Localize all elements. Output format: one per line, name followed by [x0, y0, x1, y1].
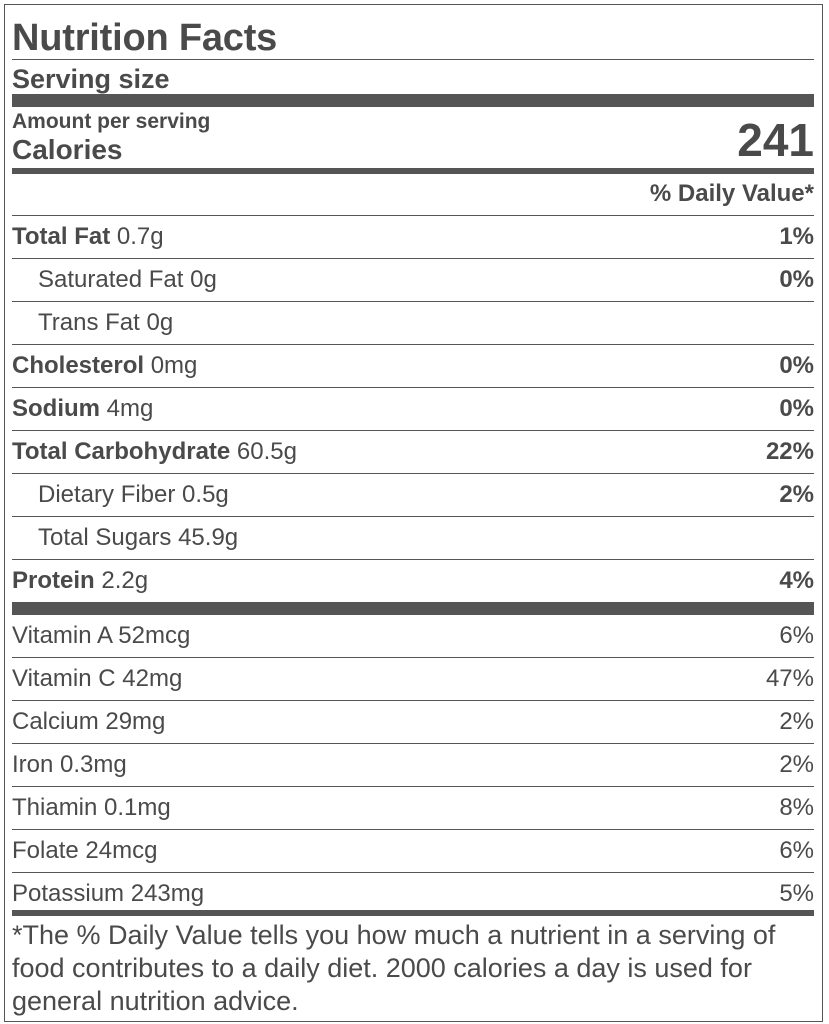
- vitamin-name: Iron: [12, 751, 54, 778]
- calories-value: 241: [737, 114, 814, 166]
- thick-divider: [12, 94, 814, 107]
- vitamin-row-iron: [12, 744, 814, 786]
- vitamin-amount: 24mcg: [85, 837, 158, 864]
- nutrient-dv: 1%: [779, 223, 814, 250]
- nutrient-name: Dietary Fiber: [38, 481, 176, 508]
- nutrient-row-total-carbohydrate: [12, 431, 814, 473]
- vitamin-dv: 5%: [779, 880, 814, 907]
- nutrient-row-cholesterol: [12, 345, 814, 387]
- thick-divider: [12, 602, 814, 615]
- nutrient-amount: 0mg: [150, 352, 198, 379]
- footnote: *The % Daily Value tells you how much a nutrient in a serving of food contributes to a daily diet. 2000 calories a day is used for general nutrition advice.: [12, 920, 776, 1016]
- vitamin-amount: 52mcg: [118, 622, 191, 649]
- vitamin-row-thiamin: [12, 787, 814, 829]
- medium-divider: [12, 168, 814, 174]
- label-title: Nutrition Facts: [12, 17, 278, 59]
- vitamin-dv: 47%: [765, 665, 814, 692]
- vitamin-name: Folate: [12, 837, 79, 864]
- vitamin-name: Potassium: [12, 880, 125, 907]
- nutrient-amount: 0.7g: [116, 223, 164, 250]
- vitamin-dv: 6%: [779, 837, 814, 864]
- nutrient-amount: 4mg: [106, 395, 154, 422]
- nutrient-name: Sodium: [12, 395, 100, 422]
- nutrient-row-protein: [12, 560, 814, 602]
- serving-size: Serving size: [12, 64, 170, 94]
- calories-label: Calories: [12, 134, 123, 165]
- nutrient-name: Trans Fat: [38, 309, 140, 336]
- nutrient-row-trans-fat: [12, 302, 814, 344]
- nutrient-amount: 0g: [146, 309, 174, 336]
- vitamin-name: Vitamin C: [12, 665, 116, 692]
- nutrient-name: Total Carbohydrate: [12, 438, 231, 465]
- nutrient-dv: 4%: [779, 567, 814, 594]
- vitamin-amount: 0.1mg: [104, 794, 171, 821]
- vitamin-name: Calcium: [12, 708, 99, 735]
- nutrient-dv: 0%: [779, 266, 814, 293]
- vitamin-dv: 8%: [779, 794, 814, 821]
- nutrient-name: Total Sugars: [38, 524, 172, 551]
- daily-value-header: % Daily Value*: [649, 180, 814, 207]
- vitamin-row-potassium: [12, 873, 814, 915]
- vitamin-amount: 0.3mg: [60, 751, 127, 778]
- vitamin-name: Vitamin A: [12, 622, 112, 649]
- nutrient-dv: 0%: [779, 395, 814, 422]
- vitamin-dv: 6%: [779, 622, 814, 649]
- nutrient-name: Cholesterol: [12, 352, 145, 379]
- vitamin-amount: 243mg: [130, 880, 205, 907]
- medium-divider: [12, 910, 814, 916]
- nutrient-dv: 0%: [779, 352, 814, 379]
- nutrient-amount: 0.5g: [182, 481, 229, 508]
- nutrient-dv: 22%: [765, 438, 814, 465]
- vitamin-row-folate: [12, 830, 814, 872]
- nutrient-name: Saturated Fat: [38, 266, 184, 293]
- nutrient-amount: 45.9g: [178, 524, 239, 551]
- amount-per-serving: Amount per serving: [12, 110, 211, 133]
- nutrition-label: [4, 4, 823, 1022]
- vitamin-dv: 2%: [779, 751, 814, 778]
- nutrient-row-total-sugars: [12, 517, 814, 559]
- nutrient-row-saturated-fat: [12, 259, 814, 301]
- nutrient-row-sodium: [12, 388, 814, 430]
- vitamin-amount: 29mg: [105, 708, 166, 735]
- title-divider: [12, 59, 814, 60]
- nutrient-amount: 60.5g: [236, 438, 297, 465]
- nutrient-row-total-fat: [12, 216, 814, 258]
- vitamin-amount: 42mg: [122, 665, 183, 692]
- vitamin-dv: 2%: [779, 708, 814, 735]
- nutrient-name: Protein: [12, 567, 95, 594]
- nutrient-name: Total Fat: [12, 223, 111, 250]
- nutrient-amount: 2.2g: [101, 567, 149, 594]
- nutrient-amount: 0g: [190, 266, 217, 293]
- vitamin-row-calcium: [12, 701, 814, 743]
- vitamin-name: Thiamin: [12, 794, 98, 821]
- nutrient-dv: 2%: [779, 481, 814, 508]
- vitamin-row-vitamin-c: [12, 658, 814, 700]
- nutrient-row-dietary-fiber: [12, 474, 814, 516]
- vitamin-row-vitamin-a: [12, 615, 814, 657]
